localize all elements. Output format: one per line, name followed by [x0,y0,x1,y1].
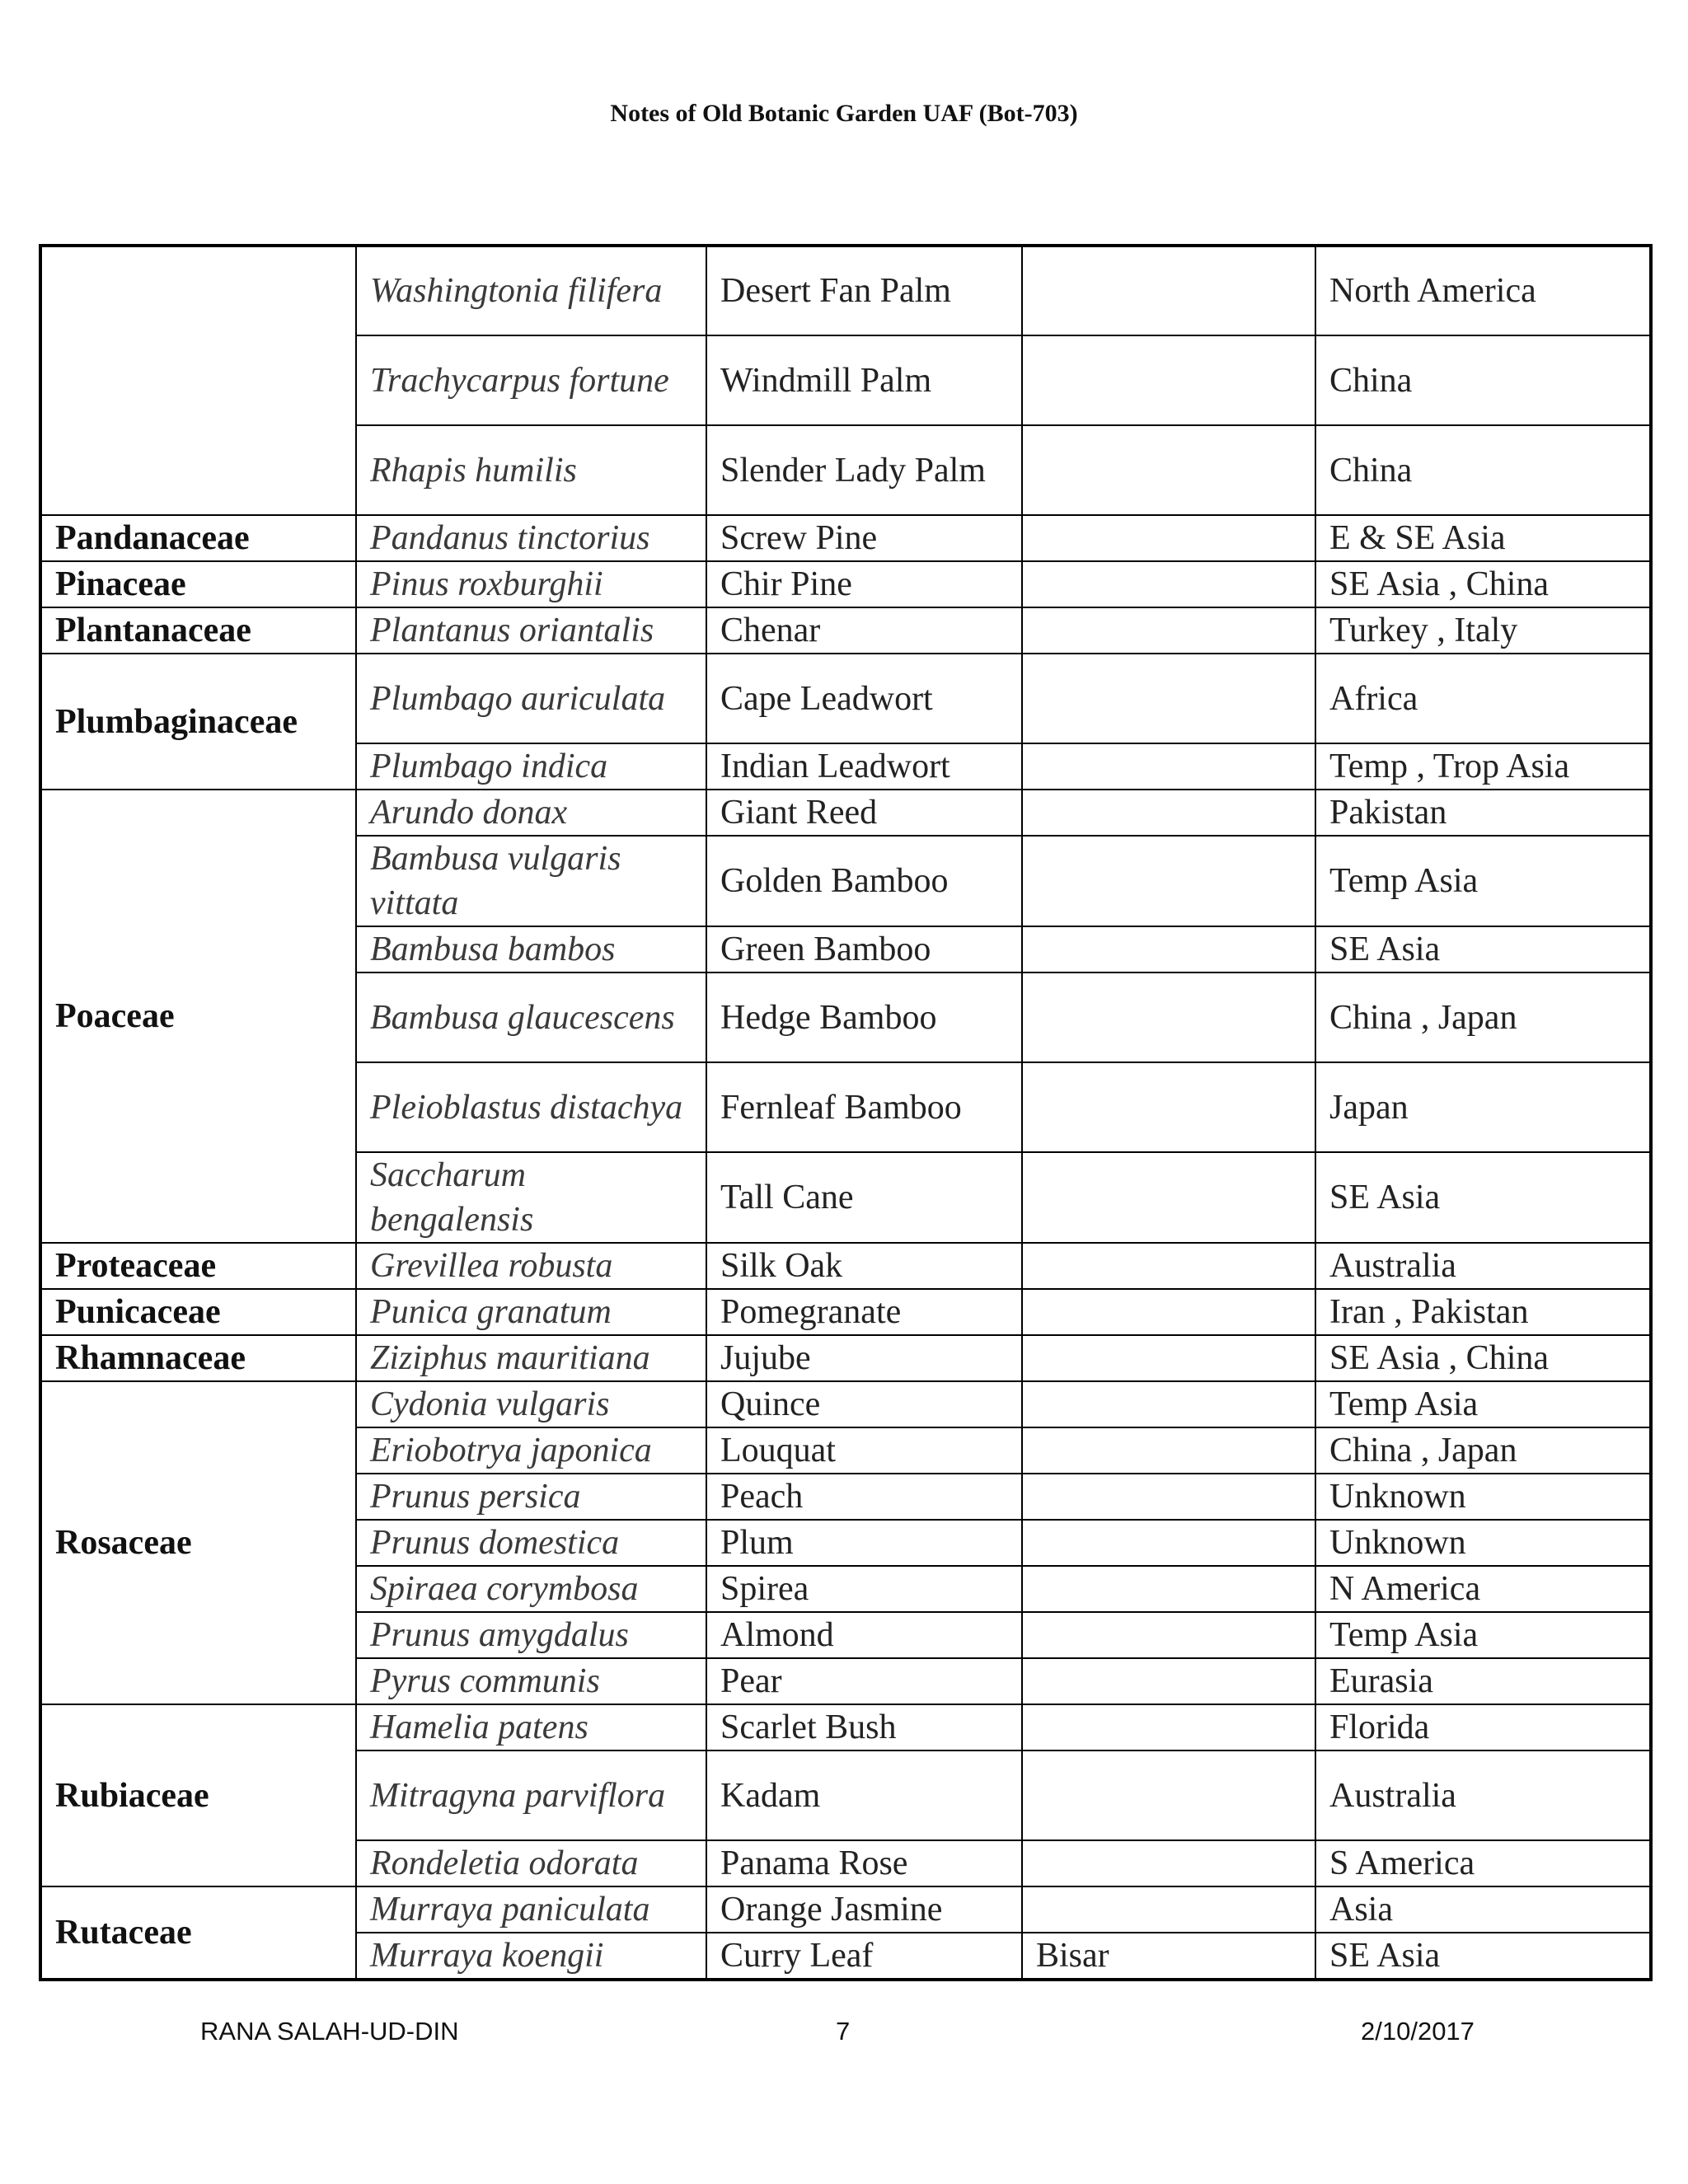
common-name-cell: Silk Oak [706,1243,1022,1289]
scientific-name-cell: Grevillea robusta [356,1243,706,1289]
origin-cell: Iran , Pakistan [1315,1289,1651,1335]
origin-cell: E & SE Asia [1315,515,1651,561]
scientific-name-cell: Prunus persica [356,1474,706,1520]
scientific-name-cell: Rhapis humilis [356,425,706,515]
footer-page-number: 7 [836,2017,851,2046]
scientific-name-cell: Washingtonia filifera [356,246,706,335]
family-cell: Pandanaceae [40,515,356,561]
table-row [40,561,1651,607]
local-name-cell [1022,972,1315,1062]
scientific-name-cell: Cydonia vulgaris [356,1381,706,1427]
local-name-cell [1022,1152,1315,1243]
plant-table [39,244,1653,1981]
common-name-cell: Golden Bamboo [706,836,1022,926]
common-name-cell: Hedge Bamboo [706,972,1022,1062]
local-name-cell [1022,335,1315,425]
scientific-name-cell: Punica granatum [356,1289,706,1335]
scientific-name-cell: Pyrus communis [356,1658,706,1704]
local-name-cell [1022,607,1315,654]
family-cell: Rubiaceae [40,1704,356,1886]
local-name-cell [1022,1566,1315,1612]
family-cell: Plumbaginaceae [40,654,356,790]
origin-cell: Temp Asia [1315,836,1651,926]
scientific-name-cell: Mitragyna parviflora [356,1750,706,1840]
family-cell: Punicaceae [40,1289,356,1335]
local-name-cell [1022,1750,1315,1840]
common-name-cell: Kadam [706,1750,1022,1840]
table-row [40,1335,1651,1381]
scientific-name-cell: Plumbago indica [356,743,706,790]
local-name-cell [1022,1289,1315,1335]
origin-cell: SE Asia [1315,1152,1651,1243]
table-row [40,1704,1651,1750]
common-name-cell: Peach [706,1474,1022,1520]
origin-cell: Asia [1315,1886,1651,1933]
common-name-cell: Screw Pine [706,515,1022,561]
scientific-name-cell: Hamelia patens [356,1704,706,1750]
common-name-cell: Windmill Palm [706,335,1022,425]
family-cell: Poaceae [40,790,356,1243]
origin-cell: Australia [1315,1750,1651,1840]
table-row [40,654,1651,743]
origin-cell: Unknown [1315,1474,1651,1520]
plant-table-body [40,246,1651,1980]
common-name-cell: Giant Reed [706,790,1022,836]
common-name-cell: Curry Leaf [706,1933,1022,1980]
origin-cell: Japan [1315,1062,1651,1152]
local-name-cell [1022,926,1315,972]
common-name-cell: Green Bamboo [706,926,1022,972]
table-row [40,1381,1651,1427]
common-name-cell: Plum [706,1520,1022,1566]
family-cell: Rosaceae [40,1381,356,1704]
footer-author: RANA SALAH-UD-DIN [200,2017,459,2046]
table-row [40,246,1651,335]
origin-cell: Florida [1315,1704,1651,1750]
common-name-cell: Cape Leadwort [706,654,1022,743]
origin-cell: SE Asia , China [1315,561,1651,607]
origin-cell: Temp Asia [1315,1381,1651,1427]
table-row [40,1243,1651,1289]
local-name-cell [1022,1243,1315,1289]
scientific-name-cell: Pinus roxburghii [356,561,706,607]
scientific-name-cell: Trachycarpus fortune [356,335,706,425]
page-title: Notes of Old Botanic Garden UAF (Bot-703) [610,100,1078,127]
origin-cell: Turkey , Italy [1315,607,1651,654]
table-row [40,1886,1651,1933]
local-name-cell [1022,515,1315,561]
scientific-name-cell: Bambusa glaucescens [356,972,706,1062]
common-name-cell: Almond [706,1612,1022,1658]
origin-cell: Temp Asia [1315,1612,1651,1658]
common-name-cell: Slender Lady Palm [706,425,1022,515]
local-name-cell [1022,1381,1315,1427]
local-name-cell [1022,1062,1315,1152]
common-name-cell: Panama Rose [706,1840,1022,1886]
origin-cell: China , Japan [1315,972,1651,1062]
scientific-name-cell: Spiraea corymbosa [356,1566,706,1612]
common-name-cell: Louquat [706,1427,1022,1474]
local-name-cell: Bisar [1022,1933,1315,1980]
common-name-cell: Tall Cane [706,1152,1022,1243]
local-name-cell [1022,1612,1315,1658]
family-cell [40,246,356,515]
table-row [40,790,1651,836]
local-name-cell [1022,836,1315,926]
table-row [40,607,1651,654]
origin-cell: SE Asia [1315,1933,1651,1980]
scientific-name-cell: Bambusa vulgaris vittata [356,836,706,926]
local-name-cell [1022,790,1315,836]
scientific-name-cell: Pandanus tinctorius [356,515,706,561]
local-name-cell [1022,1840,1315,1886]
scientific-name-cell: Plantanus oriantalis [356,607,706,654]
origin-cell: Temp , Trop Asia [1315,743,1651,790]
common-name-cell: Desert Fan Palm [706,246,1022,335]
scientific-name-cell: Prunus domestica [356,1520,706,1566]
table-row [40,1289,1651,1335]
local-name-cell [1022,1520,1315,1566]
local-name-cell [1022,654,1315,743]
origin-cell: S America [1315,1840,1651,1886]
family-cell: Proteaceae [40,1243,356,1289]
origin-cell: SE Asia , China [1315,1335,1651,1381]
common-name-cell: Pomegranate [706,1289,1022,1335]
common-name-cell: Fernleaf Bamboo [706,1062,1022,1152]
scientific-name-cell: Bambusa bambos [356,926,706,972]
family-cell: Rhamnaceae [40,1335,356,1381]
origin-cell: North America [1315,246,1651,335]
family-cell: Pinaceae [40,561,356,607]
family-cell: Plantanaceae [40,607,356,654]
local-name-cell [1022,743,1315,790]
scientific-name-cell: Murraya koengii [356,1933,706,1980]
origin-cell: Africa [1315,654,1651,743]
common-name-cell: Chenar [706,607,1022,654]
common-name-cell: Chir Pine [706,561,1022,607]
origin-cell: SE Asia [1315,926,1651,972]
common-name-cell: Indian Leadwort [706,743,1022,790]
origin-cell: China [1315,425,1651,515]
local-name-cell [1022,561,1315,607]
origin-cell: Australia [1315,1243,1651,1289]
table-row [40,515,1651,561]
scientific-name-cell: Prunus amygdalus [356,1612,706,1658]
footer-date: 2/10/2017 [1361,2017,1475,2046]
local-name-cell [1022,1886,1315,1933]
common-name-cell: Pear [706,1658,1022,1704]
common-name-cell: Orange Jasmine [706,1886,1022,1933]
origin-cell: China , Japan [1315,1427,1651,1474]
common-name-cell: Spirea [706,1566,1022,1612]
common-name-cell: Jujube [706,1335,1022,1381]
origin-cell: Eurasia [1315,1658,1651,1704]
scientific-name-cell: Plumbago auriculata [356,654,706,743]
local-name-cell [1022,1427,1315,1474]
local-name-cell [1022,425,1315,515]
local-name-cell [1022,1704,1315,1750]
origin-cell: China [1315,335,1651,425]
common-name-cell: Scarlet Bush [706,1704,1022,1750]
scientific-name-cell: Saccharum bengalensis [356,1152,706,1243]
scientific-name-cell: Ziziphus mauritiana [356,1335,706,1381]
local-name-cell [1022,1658,1315,1704]
local-name-cell [1022,1335,1315,1381]
scientific-name-cell: Murraya paniculata [356,1886,706,1933]
local-name-cell [1022,246,1315,335]
common-name-cell: Quince [706,1381,1022,1427]
origin-cell: Unknown [1315,1520,1651,1566]
family-cell: Rutaceae [40,1886,356,1980]
scientific-name-cell: Rondeletia odorata [356,1840,706,1886]
scientific-name-cell: Eriobotrya japonica [356,1427,706,1474]
origin-cell: N America [1315,1566,1651,1612]
origin-cell: Pakistan [1315,790,1651,836]
scientific-name-cell: Arundo donax [356,790,706,836]
scientific-name-cell: Pleioblastus distachya [356,1062,706,1152]
local-name-cell [1022,1474,1315,1520]
